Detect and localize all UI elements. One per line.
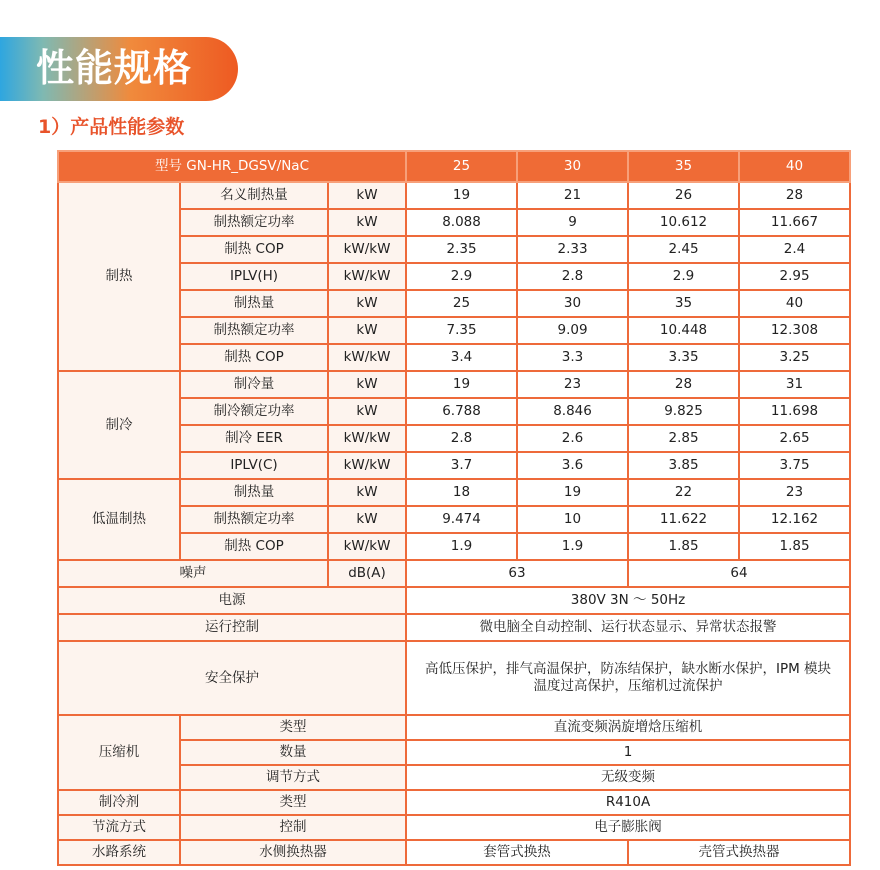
cell-value: 1.85 <box>628 533 739 560</box>
model-35: 35 <box>628 151 739 182</box>
cell-value: 1.9 <box>406 533 517 560</box>
control-label: 运行控制 <box>58 614 406 641</box>
row-unit: kW <box>328 209 406 236</box>
cell-value: 11.622 <box>628 506 739 533</box>
compressor-count-value: 1 <box>406 740 850 765</box>
row-label: 制冷 EER <box>180 425 328 452</box>
table-row <box>58 479 850 506</box>
cell-value: 2.65 <box>739 425 850 452</box>
cell-value: 2.9 <box>628 263 739 290</box>
compressor-adjust-label: 调节方式 <box>180 765 406 790</box>
cell-value: 12.308 <box>739 317 850 344</box>
row-label: IPLV(C) <box>180 452 328 479</box>
cell-value: 3.25 <box>739 344 850 371</box>
cell-value: 9.09 <box>517 317 628 344</box>
table-row <box>58 182 850 209</box>
row-label: 制热 COP <box>180 344 328 371</box>
water-sub: 水侧换热器 <box>180 840 406 865</box>
water-value-b: 壳管式换热器 <box>628 840 850 865</box>
cell-value: 3.35 <box>628 344 739 371</box>
table-row <box>58 815 850 840</box>
power-value: 380V 3N ～ 50Hz <box>406 587 850 614</box>
compressor-adjust-value: 无级变频 <box>406 765 850 790</box>
group-compressor: 压缩机 <box>58 715 180 790</box>
section-title: 1）产品性能参数 <box>38 116 185 138</box>
row-label: 制冷额定功率 <box>180 398 328 425</box>
row-label: 制热量 <box>180 479 328 506</box>
safety-value: 高低压保护，排气高温保护，防冻结保护，缺水断水保护，IPM 模块温度过高保护，压缩机过流保护 <box>406 641 850 715</box>
model-25: 25 <box>406 151 517 182</box>
cell-value: 12.162 <box>739 506 850 533</box>
table-row <box>58 790 850 815</box>
row-label: 制热 COP <box>180 533 328 560</box>
cell-value: 21 <box>517 182 628 209</box>
compressor-type-label: 类型 <box>180 715 406 740</box>
cell-value: 9.825 <box>628 398 739 425</box>
cell-value: 9.474 <box>406 506 517 533</box>
model-30: 30 <box>517 151 628 182</box>
water-value-a: 套管式换热 <box>406 840 628 865</box>
row-unit: kW <box>328 506 406 533</box>
cell-value: 2.45 <box>628 236 739 263</box>
cell-value: 9 <box>517 209 628 236</box>
refrigerant-sub: 类型 <box>180 790 406 815</box>
cell-value: 1.9 <box>517 533 628 560</box>
row-label: 制热 COP <box>180 236 328 263</box>
row-unit: kW/kW <box>328 425 406 452</box>
cell-value: 6.788 <box>406 398 517 425</box>
model-label: 型号 GN-HR_DGSV/NaC <box>58 151 406 182</box>
row-unit: kW <box>328 182 406 209</box>
table-row <box>58 560 850 587</box>
cell-value: 1.85 <box>739 533 850 560</box>
spec-table <box>57 150 851 866</box>
row-label: 制热额定功率 <box>180 317 328 344</box>
cell-value: 28 <box>628 371 739 398</box>
row-unit: kW <box>328 398 406 425</box>
cell-value: 26 <box>628 182 739 209</box>
cell-value: 28 <box>739 182 850 209</box>
cell-value: 11.667 <box>739 209 850 236</box>
table-row <box>58 641 850 715</box>
cell-value: 40 <box>739 290 850 317</box>
cell-value: 22 <box>628 479 739 506</box>
noise-value-b: 64 <box>628 560 850 587</box>
cell-value: 18 <box>406 479 517 506</box>
cell-value: 19 <box>517 479 628 506</box>
cell-value: 30 <box>517 290 628 317</box>
cell-value: 10.448 <box>628 317 739 344</box>
cell-value: 23 <box>517 371 628 398</box>
compressor-type-value: 直流变频涡旋增焓压缩机 <box>406 715 850 740</box>
group-lowtemp: 低温制热 <box>58 479 180 560</box>
row-unit: kW/kW <box>328 533 406 560</box>
cell-value: 3.7 <box>406 452 517 479</box>
header-row <box>58 151 850 182</box>
row-unit: kW/kW <box>328 452 406 479</box>
noise-value-a: 63 <box>406 560 628 587</box>
cell-value: 23 <box>739 479 850 506</box>
cell-value: 3.3 <box>517 344 628 371</box>
cell-value: 2.33 <box>517 236 628 263</box>
cell-value: 2.8 <box>406 425 517 452</box>
row-unit: kW/kW <box>328 263 406 290</box>
cell-value: 35 <box>628 290 739 317</box>
table-row <box>58 371 850 398</box>
cell-value: 3.6 <box>517 452 628 479</box>
row-label: 制热额定功率 <box>180 209 328 236</box>
page-title: 性能规格 <box>36 46 193 90</box>
refrigerant-value: R410A <box>406 790 850 815</box>
table-row <box>58 587 850 614</box>
table-row <box>58 840 850 865</box>
cell-value: 8.088 <box>406 209 517 236</box>
row-unit: kW <box>328 290 406 317</box>
row-unit: kW/kW <box>328 344 406 371</box>
row-label: 制热额定功率 <box>180 506 328 533</box>
safety-label: 安全保护 <box>58 641 406 715</box>
cell-value: 19 <box>406 182 517 209</box>
cell-value: 3.75 <box>739 452 850 479</box>
row-unit: kW/kW <box>328 236 406 263</box>
power-label: 电源 <box>58 587 406 614</box>
cell-value: 2.95 <box>739 263 850 290</box>
cell-value: 19 <box>406 371 517 398</box>
cell-value: 2.35 <box>406 236 517 263</box>
cell-value: 10.612 <box>628 209 739 236</box>
table-row <box>58 614 850 641</box>
row-label: 名义制热量 <box>180 182 328 209</box>
cell-value: 7.35 <box>406 317 517 344</box>
water-label: 水路系统 <box>58 840 180 865</box>
table-row <box>58 715 850 740</box>
cell-value: 2.4 <box>739 236 850 263</box>
row-label: 制冷量 <box>180 371 328 398</box>
cell-value: 10 <box>517 506 628 533</box>
throttle-sub: 控制 <box>180 815 406 840</box>
control-value: 微电脑全自动控制、运行状态显示、异常状态报警 <box>406 614 850 641</box>
model-40: 40 <box>739 151 850 182</box>
throttle-label: 节流方式 <box>58 815 180 840</box>
group-heating: 制热 <box>58 182 180 371</box>
cell-value: 3.4 <box>406 344 517 371</box>
throttle-value: 电子膨胀阀 <box>406 815 850 840</box>
row-unit: kW <box>328 317 406 344</box>
cell-value: 25 <box>406 290 517 317</box>
cell-value: 2.8 <box>517 263 628 290</box>
row-label: IPLV(H) <box>180 263 328 290</box>
cell-value: 2.85 <box>628 425 739 452</box>
refrigerant-label: 制冷剂 <box>58 790 180 815</box>
cell-value: 8.846 <box>517 398 628 425</box>
cell-value: 31 <box>739 371 850 398</box>
row-label: 制热量 <box>180 290 328 317</box>
row-unit: kW <box>328 371 406 398</box>
cell-value: 11.698 <box>739 398 850 425</box>
cell-value: 2.9 <box>406 263 517 290</box>
noise-label: 噪声 <box>58 560 328 587</box>
group-cooling: 制冷 <box>58 371 180 479</box>
compressor-count-label: 数量 <box>180 740 406 765</box>
noise-unit: dB(A) <box>328 560 406 587</box>
cell-value: 3.85 <box>628 452 739 479</box>
cell-value: 2.6 <box>517 425 628 452</box>
row-unit: kW <box>328 479 406 506</box>
